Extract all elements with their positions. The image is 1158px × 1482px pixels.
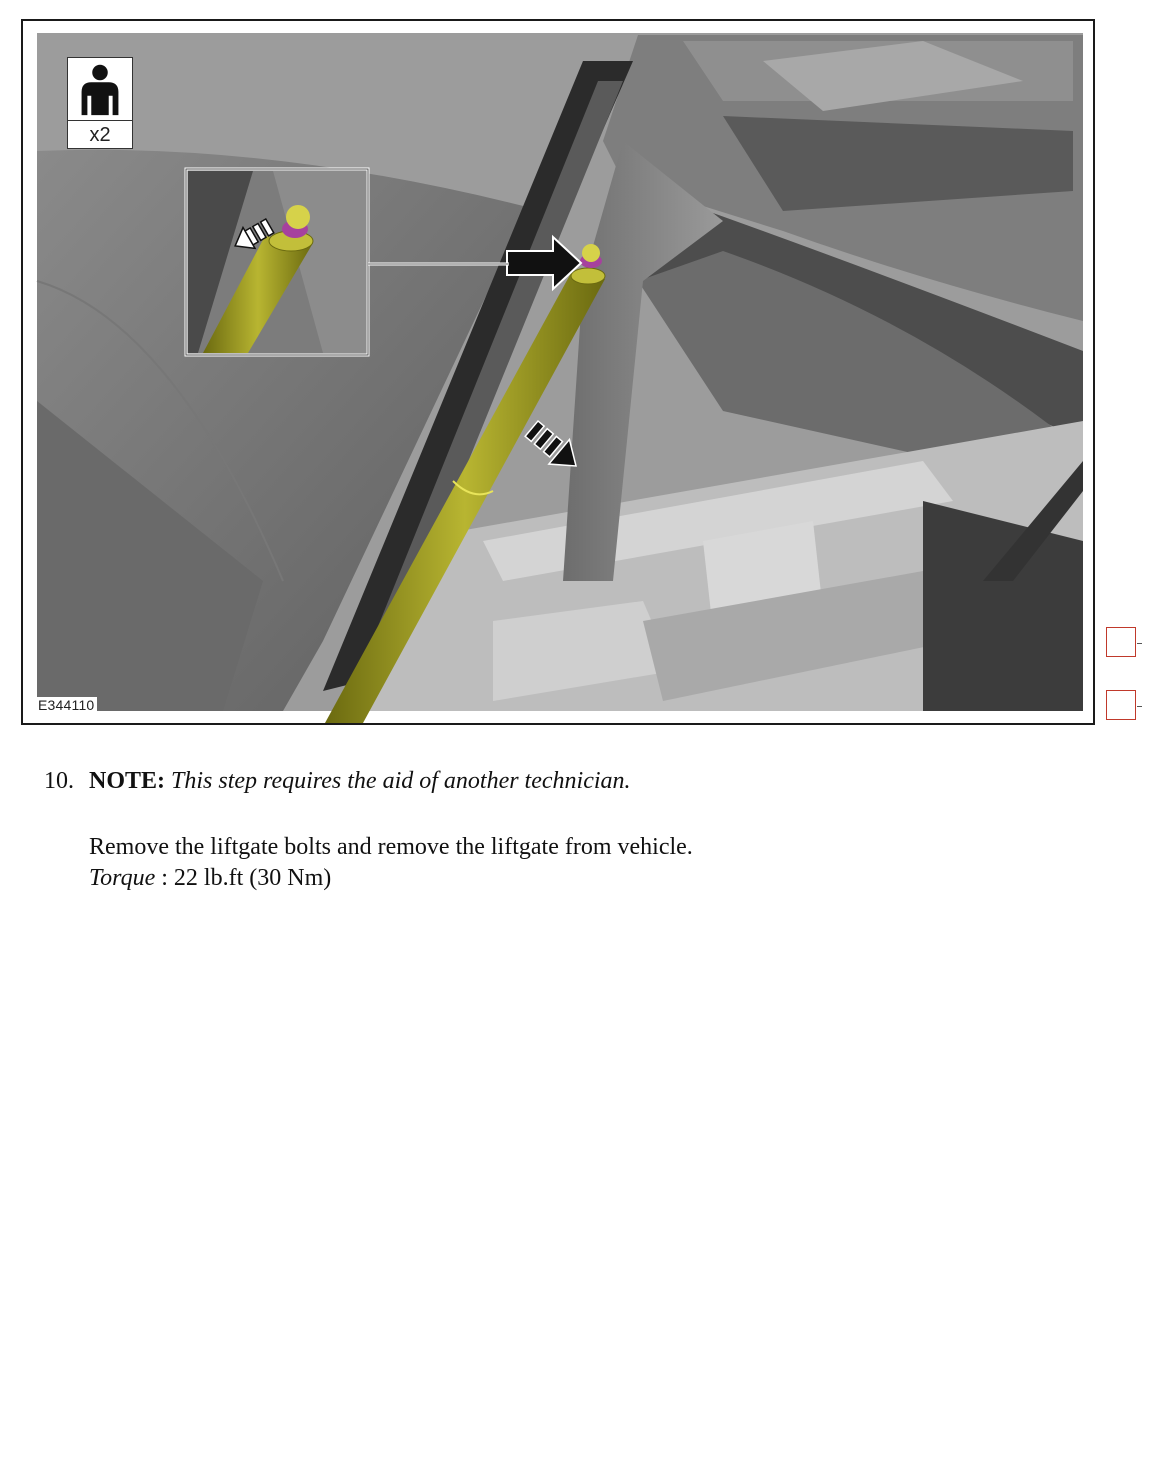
torque-value: : 22 lb.ft (30 Nm)	[155, 865, 332, 891]
illustration-figure	[21, 19, 1095, 725]
person-icon	[68, 58, 132, 120]
instruction-text: Remove the liftgate bolts and remove the liftgate from vehicle.	[89, 834, 693, 860]
step-number: 10.	[44, 768, 74, 794]
figure-id-label: E344110	[35, 697, 97, 713]
side-marker-box[interactable]	[1106, 627, 1136, 657]
note-text: This step requires the aid of another technician.	[171, 768, 631, 794]
torque-spec	[89, 863, 693, 894]
torque-label: Torque	[89, 865, 156, 891]
step-note	[44, 766, 631, 796]
liftgate-illustration	[23, 21, 1093, 723]
side-marker-box[interactable]	[1106, 690, 1136, 720]
two-technicians-icon	[67, 57, 133, 149]
technician-count: x2	[68, 120, 132, 149]
instruction-block	[89, 832, 693, 894]
note-label: NOTE:	[89, 768, 166, 794]
